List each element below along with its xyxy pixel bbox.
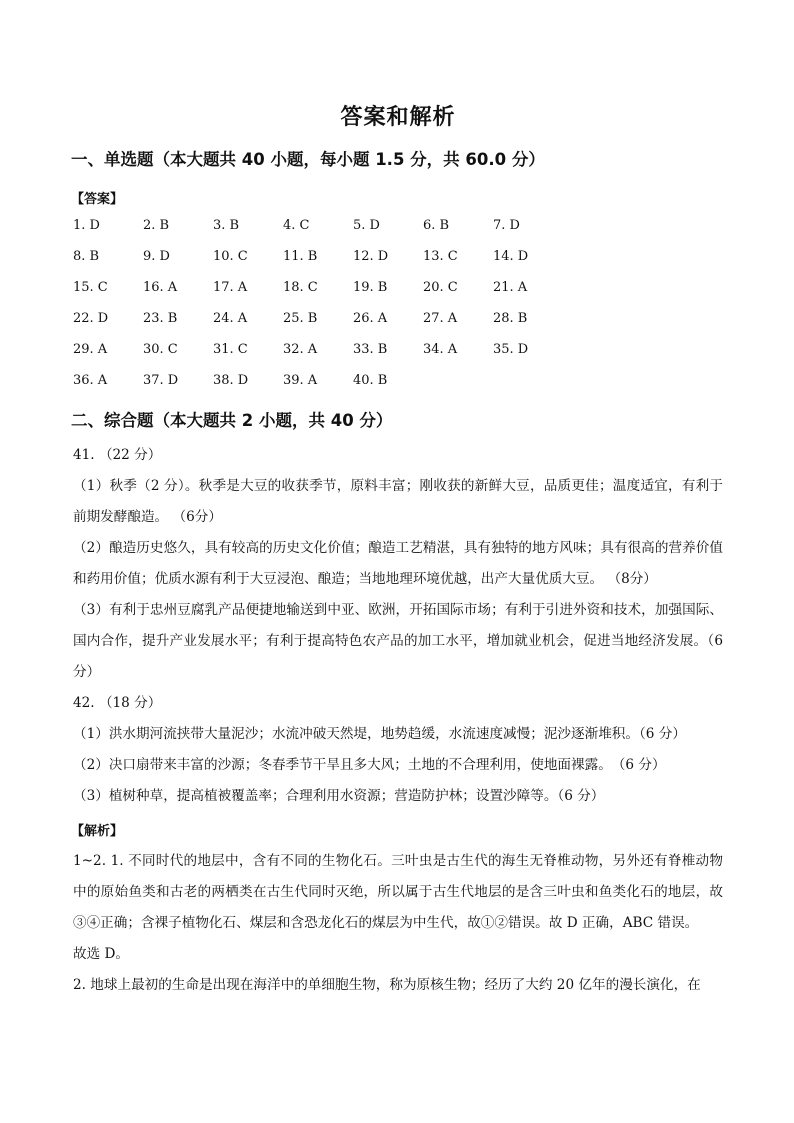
answer-item: 39. A — [283, 373, 318, 388]
answer-item: 9. D — [143, 249, 170, 264]
analysis-paragraph-3: 2. 地球上最初的生命是出现在海洋中的单细胞生物，称为原核生物；经历了大约 20 亿年的漫长演化，在 — [73, 977, 701, 993]
answer-item: 29. A — [73, 342, 108, 357]
answer-item: 1. D — [73, 218, 100, 233]
answer-item: 5. D — [353, 218, 380, 233]
answer-item: 7. D — [493, 218, 520, 233]
answer-item: 22. D — [73, 311, 109, 326]
question-41-block — [73, 440, 723, 812]
question-41-part-2: （2）酿造历史悠久，具有较高的历史文化价值；酿造工艺精湛，具有独特的地方风味；具有很高的营养价值和药用价值；优质水源有利于大豆浸泡、酿造；当地地理环境优越，出产大量优质大豆。 （8分） — [73, 540, 723, 587]
page-title: 答案和解析 — [340, 105, 456, 130]
answer-item: 8. B — [73, 249, 100, 264]
answer-item: 18. C — [283, 280, 318, 295]
question-41-part-1: （1）秋季（2 分）。秋季是大豆的收获季节，原料丰富；刚收获的新鲜大豆，品质更佳；温度适宜，有利于前期发酵酿造。 （6分） — [73, 478, 723, 525]
answer-item: 28. B — [493, 311, 528, 326]
answer-item: 27. A — [423, 311, 458, 326]
answer-item: 19. B — [353, 280, 388, 295]
answer-item: 2. B — [143, 218, 170, 233]
answer-item: 38. D — [213, 373, 249, 388]
answer-item: 31. C — [213, 342, 248, 357]
answer-item: 15. C — [73, 280, 108, 295]
answer-item: 33. B — [353, 342, 388, 357]
answer-item: 32. A — [283, 342, 318, 357]
question-41-label: 41. （22 分） — [73, 447, 162, 463]
answer-item: 10. C — [213, 249, 248, 264]
answer-item: 21. A — [493, 280, 528, 295]
answer-item: 25. B — [283, 311, 318, 326]
question-42-part-1: （1）洪水期河流挟带大量泥沙；水流冲破天然堤，地势趋缓，水流速度减慢；泥沙逐渐堆积。（6 分） — [73, 726, 686, 742]
answer-item: 3. B — [213, 218, 240, 233]
section-heading-single-choice: 一、单选题（本大题共 40 小题，每小题 1.5 分，共 60.0 分） — [71, 150, 545, 169]
answer-item: 14. D — [493, 249, 529, 264]
analysis-block — [73, 846, 723, 1001]
answer-item: 11. B — [283, 249, 318, 264]
analysis-paragraph-1: 1~2. 1. 不同时代的地层中，含有不同的生物化石。三叶虫是古生代的海生无脊椎动物，另外还有脊椎动物中的原始鱼类和古老的两栖类在古生代同时灭绝，所以属于古生代地层的是含三叶虫和鱼类化石的地层，故③④正确；含裸子植物化石、煤层和含恐龙化石的煤层为中生代，故①②错误。故 D 正确，ABC 错误。 — [73, 853, 723, 931]
answer-item: 13. C — [423, 249, 458, 264]
answer-item: 34. A — [423, 342, 458, 357]
answer-item: 4. C — [283, 218, 310, 233]
answer-item: 26. A — [353, 311, 388, 326]
answer-item: 35. D — [493, 342, 529, 357]
question-41-part-3: （3）有利于忠州豆腐乳产品便捷地输送到中亚、欧洲，开拓国际市场；有利于引进外资和技术，加强国际、国内合作，提升产业发展水平；有利于提高特色农产品的加工水平，增加就业机会，促进当地经济发展。（6 分） — [73, 602, 723, 680]
analysis-paragraph-2: 故选 D。 — [73, 946, 130, 962]
question-42-part-3: （3）植树种草，提高植被覆盖率；合理利用水资源；营造防护林；设置沙障等。（6 分） — [73, 788, 605, 804]
answer-item: 23. B — [143, 311, 178, 326]
answer-item: 30. C — [143, 342, 178, 357]
answer-item: 20. C — [423, 280, 458, 295]
answer-item: 12. D — [353, 249, 389, 264]
answer-item: 17. A — [213, 280, 248, 295]
answer-item: 6. B — [423, 218, 450, 233]
question-42-label: 42. （18 分） — [73, 695, 162, 711]
answer-item: 37. D — [143, 373, 179, 388]
answer-item: 24. A — [213, 311, 248, 326]
answer-tag: 【答案】 — [71, 192, 124, 207]
section-heading-comprehensive: 二、综合题（本大题共 2 小题，共 40 分） — [71, 411, 393, 430]
answer-item: 16. A — [143, 280, 178, 295]
answer-item: 36. A — [73, 373, 108, 388]
answer-item: 40. B — [353, 373, 388, 388]
question-42-part-2: （2）决口扇带来丰富的沙源；冬春季节干旱且多大风；土地的不合理利用，使地面裸露。 （6 分） — [73, 757, 666, 773]
analysis-tag: 【解析】 — [71, 824, 124, 839]
